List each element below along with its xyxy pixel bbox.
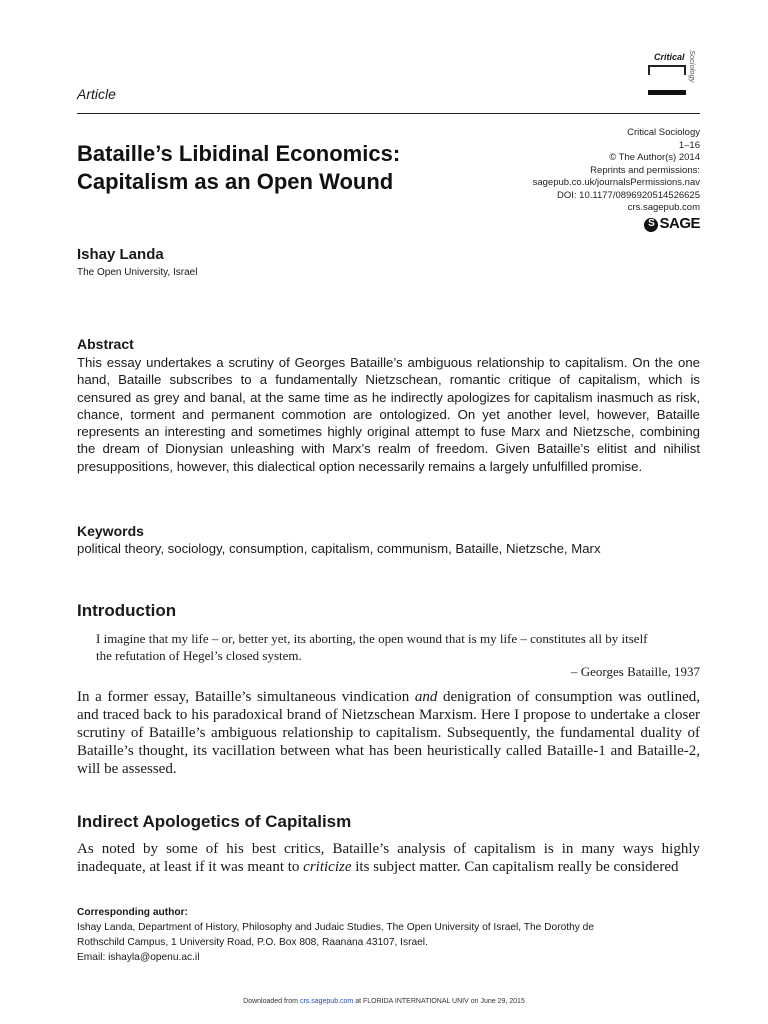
apologetics-text-emphasis: criticize: [303, 859, 352, 875]
meta-journal: Critical Sociology: [627, 127, 700, 138]
meta-site[interactable]: crs.sagepub.com: [627, 202, 700, 213]
epigraph-quote: [96, 630, 700, 664]
apologetics-text-b: its subject matter. Can capitalism really be considered: [351, 859, 679, 875]
corresponding-author-heading: Corresponding author:: [77, 907, 188, 918]
introduction-heading: Introduction: [77, 601, 177, 620]
footer-site-link[interactable]: crs.sagepub.com: [299, 998, 354, 1005]
header-rule: [77, 113, 700, 114]
meta-copyright: © The Author(s) 2014: [609, 152, 700, 163]
corresponding-author-block: [77, 905, 700, 965]
author-name: Ishay Landa: [77, 246, 164, 263]
sage-logo-icon: S: [644, 218, 658, 232]
introduction-paragraph: [77, 688, 700, 778]
publisher-name: SAGE: [659, 215, 700, 233]
meta-reprints: Reprints and permissions:: [590, 164, 700, 176]
abstract-heading: Abstract: [77, 336, 134, 352]
meta-doi[interactable]: DOI: 10.1177/0896920514526625: [557, 189, 700, 201]
intro-text-b: denigration of consumption was outlined, and traced back to his paradoxical brand of Nietzschean Marxism. Here I propose to undertake a closer scrutiny of Bataille’s ambiguous relationship to capitalism. Subsequently, the fundamental duality of Bataille’s thought, its vacillation between what has been heuristically called Bataille-1 and Bataille-2, will be assessed.: [77, 689, 700, 777]
corresponding-email[interactable]: Email: ishayla@openu.ac.il: [77, 952, 200, 963]
footer-prefix: Downloaded from: [243, 998, 300, 1005]
intro-text-emphasis: and: [414, 689, 438, 705]
keywords-heading: Keywords: [77, 523, 144, 539]
epigraph-line-1: I imagine that my life – or, better yet, its aborting, the open wound that is my life – constitutes all by itself: [96, 631, 648, 646]
journal-logo-vertical-word: Sociology: [688, 50, 697, 83]
meta-pages: 1–16: [678, 139, 700, 151]
epigraph-source: – Georges Bataille, 1937: [570, 664, 700, 679]
article-type-label: Article: [77, 86, 116, 102]
abstract-text: This essay undertakes a scrutiny of Georges Bataille’s ambiguous relationship to capitalism. On the one hand, Bataille subscribes to a fundamentally Nietzschean, romantic critique of capitalism, which is censured as grey and banal, at the same time as he indirectly apologizes for capitalism inasmuch as risk, chance, torment and permanent commotion are ontologized. On yet another level, however, Bataille represents an interesting and sometimes highly original attempt to fuse Marx and Nietzsche, combining the dream of Dionysian unleashing with Marx’s realm of freedom. Given Bataille’s elitist and nihilist presuppositions, however, this dialectical option necessarily remains a largely unfulfilled promise.: [77, 355, 700, 474]
author-affiliation: The Open University, Israel: [77, 267, 198, 278]
corresponding-address-line-1: Ishay Landa, Department of History, Philosophy and Judaic Studies, The Open University of Israel, The Dorothy de: [77, 922, 595, 933]
meta-permissions-url[interactable]: sagepub.co.uk/journalsPermissions.nav: [532, 177, 700, 188]
article-title: Bataille’s Libidinal Economics: Capitalism as an Open Wound: [77, 141, 401, 194]
apologetics-paragraph: [77, 840, 700, 878]
epigraph-line-2: the refutation of Hegel’s closed system.: [96, 648, 302, 663]
apologetics-text-a: As noted by some of his best critics, Bataille’s analysis of capitalism is in many ways highly inadequate, at least if it was meant to: [77, 841, 700, 875]
publication-meta: [450, 127, 700, 232]
download-footer: [0, 998, 768, 1005]
keywords-text: political theory, sociology, consumption, capitalism, communism, Bataille, Nietzsche, Marx: [77, 541, 601, 556]
journal-logo-bracket-top: [648, 65, 686, 75]
intro-text-a: In a former essay, Bataille’s simultaneous vindication: [77, 689, 415, 705]
journal-logo: [644, 50, 700, 100]
journal-logo-word: Critical: [654, 52, 685, 62]
corresponding-address-line-2: Rothschild Campus, 1 University Road, P.O. Box 808, Raanana 43107, Israel.: [77, 937, 428, 948]
footer-suffix: at FLORIDA INTERNATIONAL UNIV on June 29, 2015: [353, 998, 525, 1005]
journal-logo-bar-bottom: [648, 90, 686, 95]
publisher-logo: [450, 215, 700, 233]
section-heading-apologetics: Indirect Apologetics of Capitalism: [77, 812, 352, 831]
